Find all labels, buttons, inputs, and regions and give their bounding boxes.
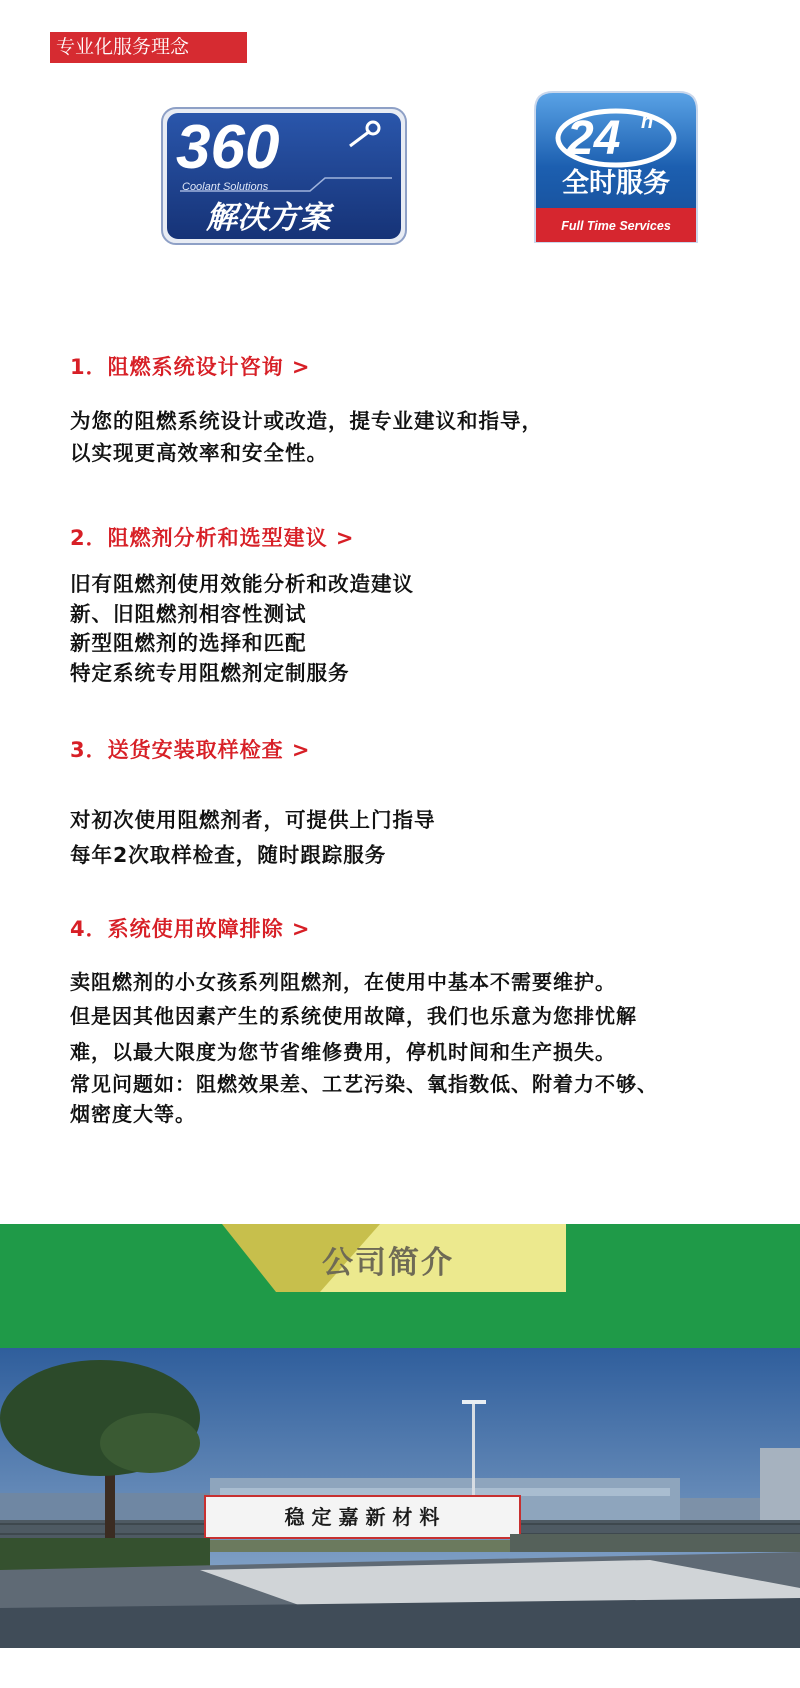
section-title-analysis: 2．阻燃剂分析和选型建议 >	[70, 526, 355, 550]
body-line: 旧有阻燃剂使用效能分析和改造建议	[70, 572, 414, 596]
body-line: 但是因其他因素产生的系统使用故障，我们也乐意为您排忧解	[70, 1004, 637, 1028]
body-line: 烟密度大等。	[70, 1102, 196, 1126]
logo-360-number: 360	[176, 113, 280, 182]
section-body-delivery	[70, 803, 436, 873]
full-time-logo	[533, 90, 699, 244]
logo-24-en: Full Time Services	[561, 219, 671, 233]
body-line: 对初次使用阻燃剂者，可提供上门指导	[70, 808, 436, 832]
logo-360-sub-cn: 解决方案	[206, 200, 330, 236]
section-tag: 专业化服务理念	[50, 32, 247, 63]
body-line: 新、旧阻燃剂相容性测试	[70, 601, 307, 626]
logo-24-number: 24	[567, 112, 621, 165]
section-title-troubleshoot: 4．系统使用故障排除 >	[70, 917, 311, 941]
body-line: 每年2次取样检查，随时跟踪服务	[70, 843, 387, 867]
body-line: 常见问题如：阻燃效果差、工艺污染、氧指数低、附着力不够、	[70, 1072, 658, 1096]
section-body-analysis	[70, 570, 414, 688]
body-line: 新型阻燃剂的选择和匹配	[70, 631, 307, 655]
body-line: 以实现更高效率和安全性。	[70, 441, 328, 465]
solutions-logo	[160, 106, 408, 246]
sign-text: 稳 定 嘉 新 材 料	[284, 1505, 440, 1529]
body-line: 难，以最大限度为您节省维修费用，停机时间和生产损失。	[70, 1040, 616, 1064]
section-title-design: 1．阻燃系统设计咨询 >	[70, 355, 311, 379]
logo-24-cn: 全时服务	[562, 168, 670, 199]
section-body-troubleshoot	[70, 965, 658, 1129]
intro-title: 公司简介	[322, 1245, 454, 1281]
body-line: 卖阻燃剂的小女孩系列阻燃剂，在使用中基本不需要维护。	[70, 970, 616, 994]
body-line: 为您的阻燃系统设计或改造，提专业建议和指导，	[70, 409, 543, 433]
section-body-design	[70, 405, 543, 469]
section-title-delivery: 3．送货安装取样检查 >	[70, 738, 311, 762]
logo-24-suffix: h	[641, 111, 654, 133]
body-line: 特定系统专用阻燃剂定制服务	[70, 660, 350, 685]
factory-photo	[0, 1348, 800, 1648]
logo-360-sub-en: Coolant Solutions	[182, 181, 269, 193]
